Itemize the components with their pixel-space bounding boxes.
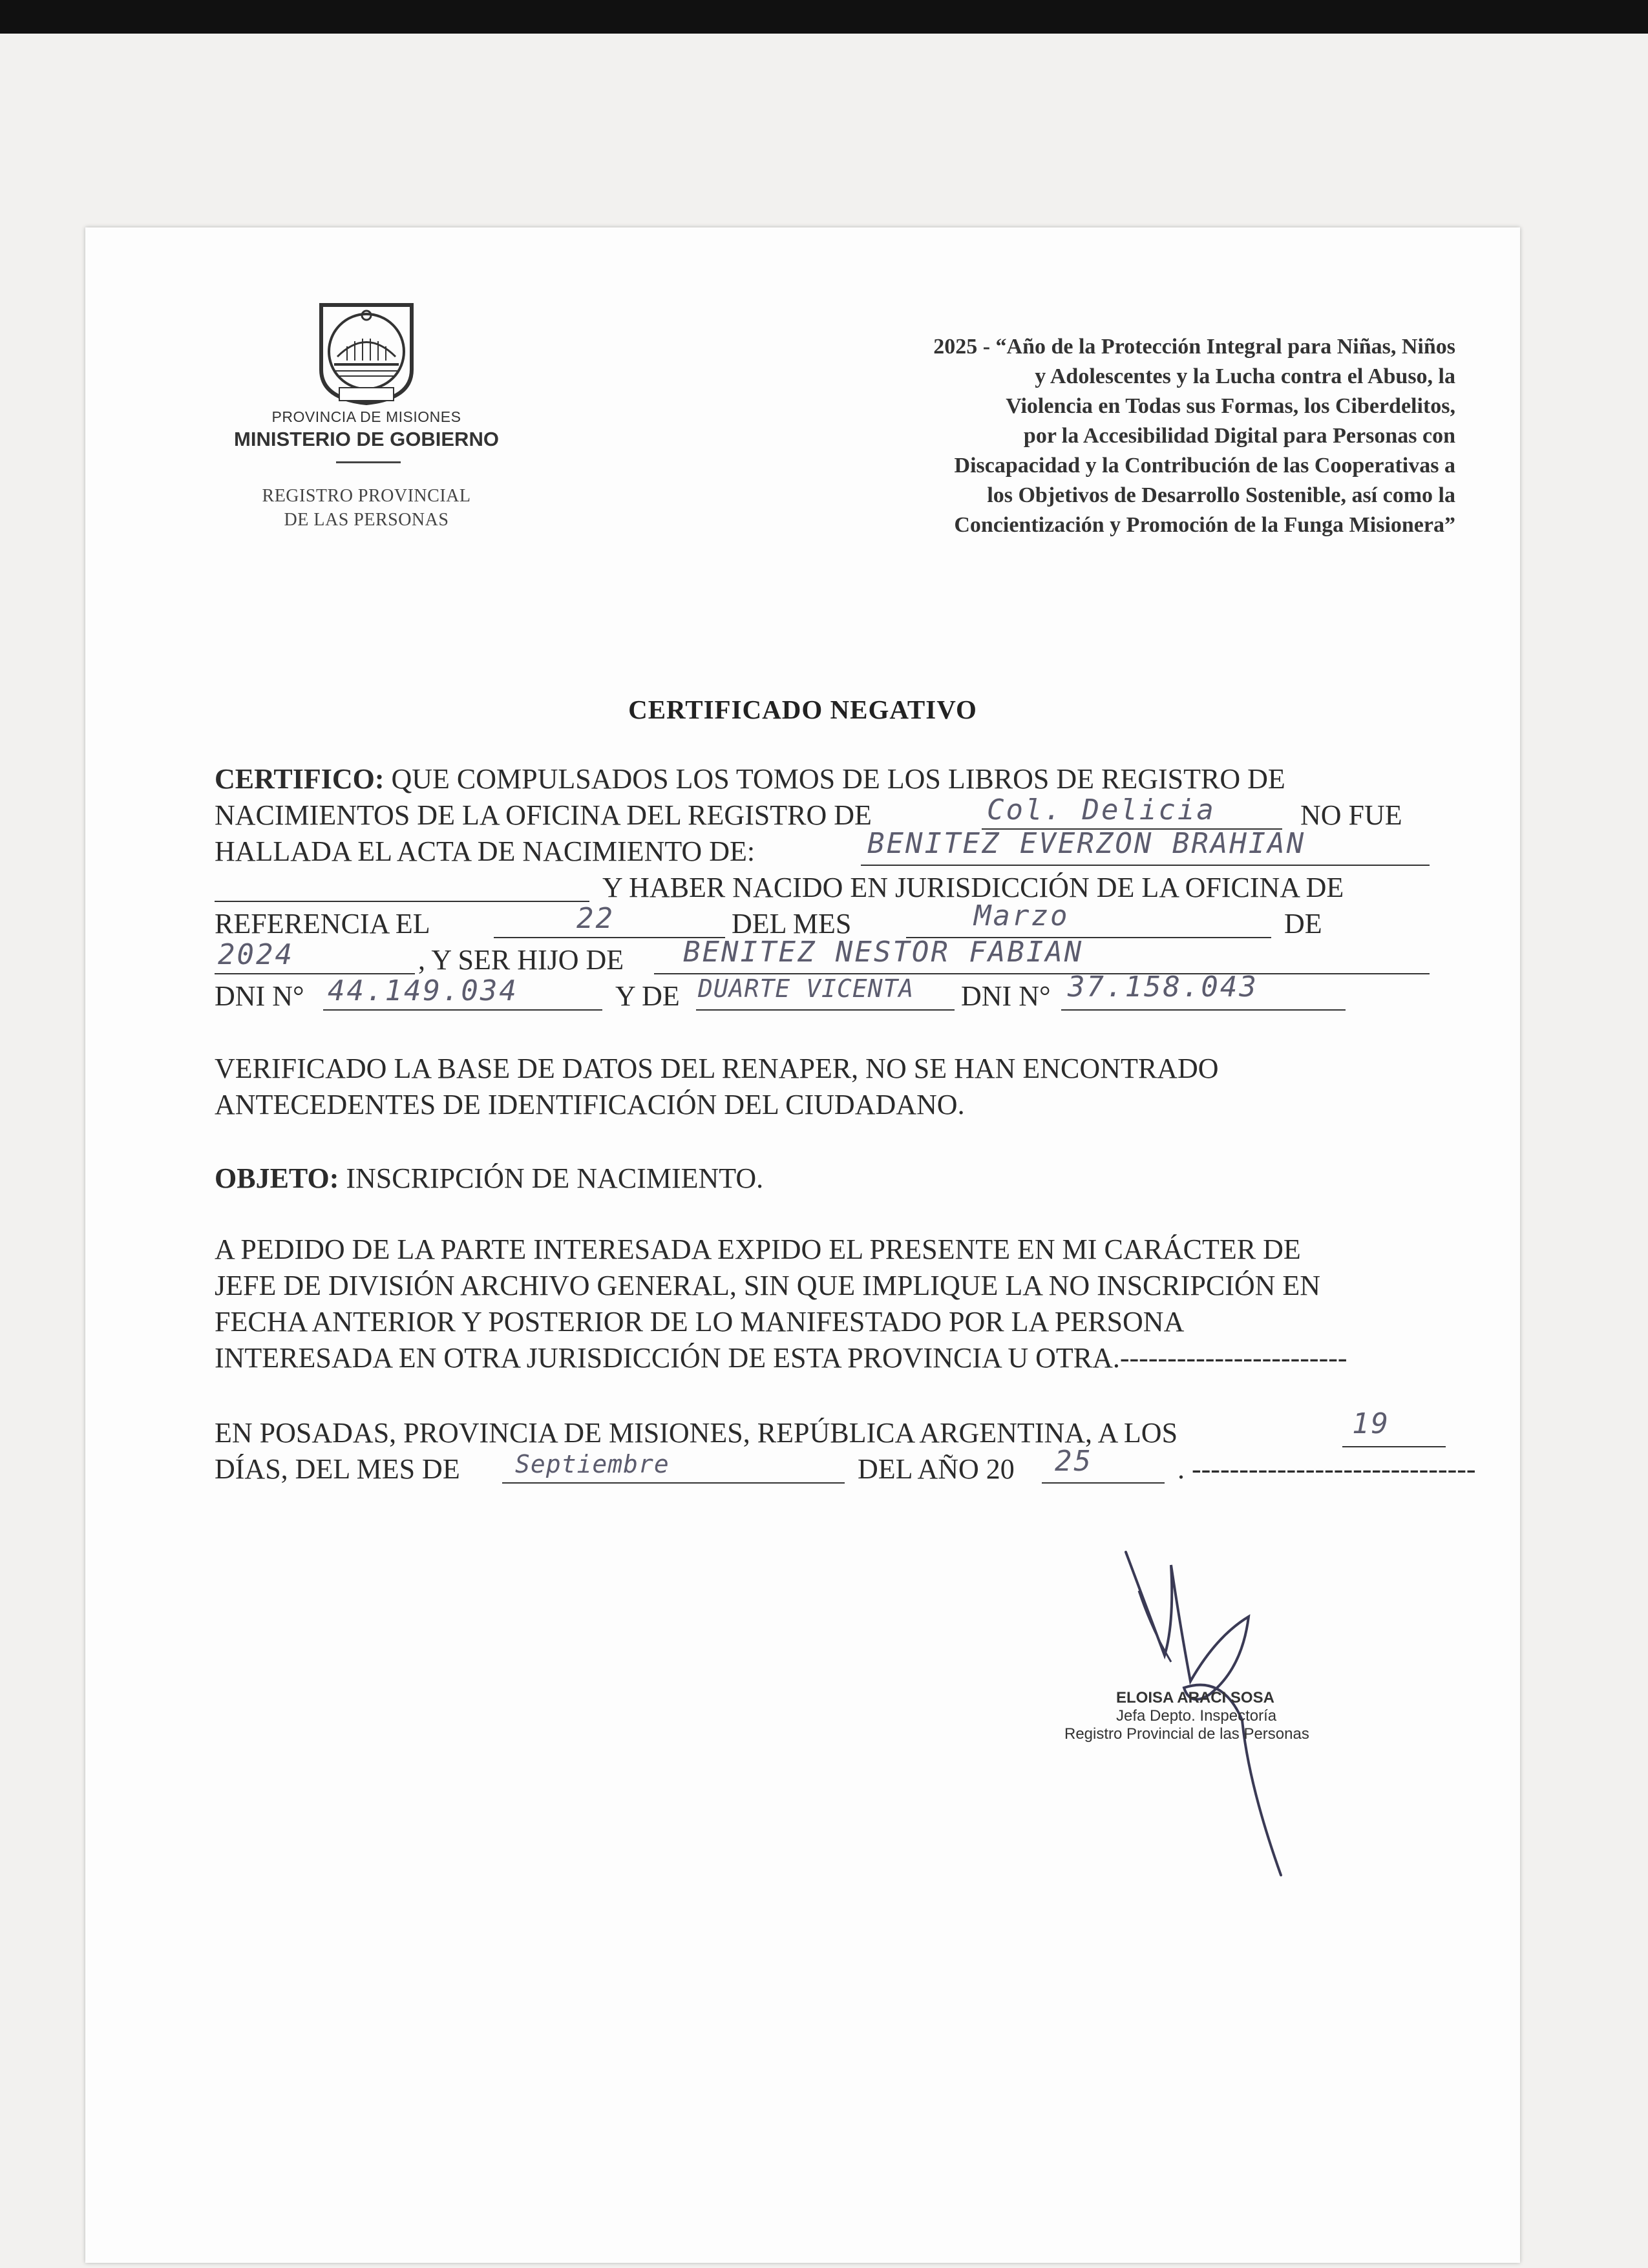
birth-day-value: 22 [576,902,615,935]
province-name: PROVINCIA DE MISIONES [271,408,461,425]
motto-line: 2025 - “Año de la Protección Integral para Niñas, Niños [933,335,1455,359]
child-name-value: BENITEZ EVERZON BRAHIAN [867,827,1306,860]
year-motto [686,332,1455,540]
issue-month-blank [502,1482,845,1484]
lugar-line-2: DÍAS, DEL MES DE [215,1453,460,1485]
lugar-line-1: EN POSADAS, PROVINCIA DE MISIONES, REPÚBLICA ARGENTINA, A LOS [215,1417,1178,1449]
mother-dni-value: 37.158.043 [1068,971,1258,1003]
certifico-line-4: Y HABER NACIDO EN JURISDICCIÓN DE LA OFICINA DE [602,872,1344,903]
no-fue-text: NO FUE [1300,799,1402,831]
signatory-role: Jefa Depto. Inspectoría [1116,1707,1277,1725]
pedido-line-2: JEFE DE DIVISIÓN ARCHIVO GENERAL, SIN QUE IMPLIQUE LA NO INSCRIPCIÓN EN [215,1270,1321,1301]
registry-name-line1: REGISTRO PROVINCIAL [262,486,471,506]
name-blank [861,865,1430,866]
issue-day-value: 19 [1352,1407,1390,1440]
certifico-line-1 [215,762,1285,795]
birth-month-value: Marzo [974,899,1070,932]
referencia-label: REFERENCIA EL [215,908,430,940]
father-dni-blank [323,1009,602,1011]
scan-border [0,0,1648,34]
father-dni-value: 44.149.034 [328,974,518,1007]
certifico-label: CERTIFICO: [215,763,385,795]
pedido-line-3: FECHA ANTERIOR Y POSTERIOR DE LO MANIFESTADO POR LA PERSONA [215,1306,1185,1338]
y-de-label: Y DE [615,980,680,1012]
objeto-text: INSCRIPCIÓN DE NACIMIENTO. [346,1162,764,1194]
closing-dashes: . ------------------------------ [1178,1453,1476,1485]
motto-line: Concientización y Promoción de la Funga Misionera” [954,513,1455,537]
motto-line: los Objetivos de Desarrollo Sostenible, así como la [987,483,1455,507]
motto-line: por la Accesibilidad Digital para Personas con [1023,424,1455,448]
registry-name-line2: DE LAS PERSONAS [284,510,449,530]
certifico-text: QUE COMPULSADOS LOS TOMOS DE LOS LIBROS DE REGISTRO DE [391,763,1285,795]
certificate-page [85,227,1520,2263]
pedido-line-1: A PEDIDO DE LA PARTE INTERESADA EXPIDO EL PRESENTE EN MI CARÁCTER DE [215,1234,1301,1265]
de-label: DE [1284,908,1322,940]
motto-line: Discapacidad y la Contribución de las Cooperativas a [954,454,1455,478]
pedido-line-4: INTERESADA EN OTRA JURISDICCIÓN DE ESTA PROVINCIA U OTRA.------------------------ [215,1342,1347,1374]
issue-year-value: 25 [1055,1445,1093,1478]
del-mes-label: DEL MES [732,908,852,940]
issue-month-value: Septiembre [515,1450,670,1478]
dni-label-1: DNI N° [215,980,304,1012]
dni-label-2: DNI N° [961,980,1051,1012]
hijo-de-label: , Y SER HIJO DE [418,944,624,976]
signatory-office: Registro Provincial de las Personas [1064,1725,1309,1743]
motto-line: Violencia en Todas sus Formas, los Ciberdelitos, [1006,394,1455,418]
motto-line: y Adolescentes y la Lucha contra el Abuso, la [1035,364,1455,388]
issue-year-blank [1042,1482,1165,1484]
ministry-name: MINISTERIO DE GOBIERNO [234,428,499,450]
father-name-value: BENITEZ NESTOR FABIAN [683,936,1084,969]
document-title: CERTIFICADO NEGATIVO [628,695,977,724]
del-anio-label: DEL AÑO 20 [858,1453,1015,1485]
certifico-line-2: NACIMIENTOS DE LA OFICINA DEL REGISTRO DE [215,799,872,831]
objeto-line [215,1162,763,1195]
mother-name-value: DUARTE VICENTA [698,974,914,1003]
objeto-label: OBJETO: [215,1162,339,1194]
name-continuation-blank [215,901,589,902]
birth-year-value: 2024 [218,938,294,971]
issue-day-blank [1342,1446,1446,1447]
office-value: Col. Delicia [987,793,1216,826]
provincial-seal-icon [308,292,425,408]
certifico-line-3: HALLADA EL ACTA DE NACIMIENTO DE: [215,835,755,867]
header-divider [336,461,401,463]
signatory-name: ELOISA ARACI SOSA [1116,1689,1274,1706]
renaper-line-1: VERIFICADO LA BASE DE DATOS DEL RENAPER, NO SE HAN ENCONTRADO [215,1053,1219,1084]
renaper-line-2: ANTECEDENTES DE IDENTIFICACIÓN DEL CIUDADANO. [215,1089,965,1120]
mother-dni-blank [1061,1009,1346,1011]
mother-blank [696,1009,955,1011]
